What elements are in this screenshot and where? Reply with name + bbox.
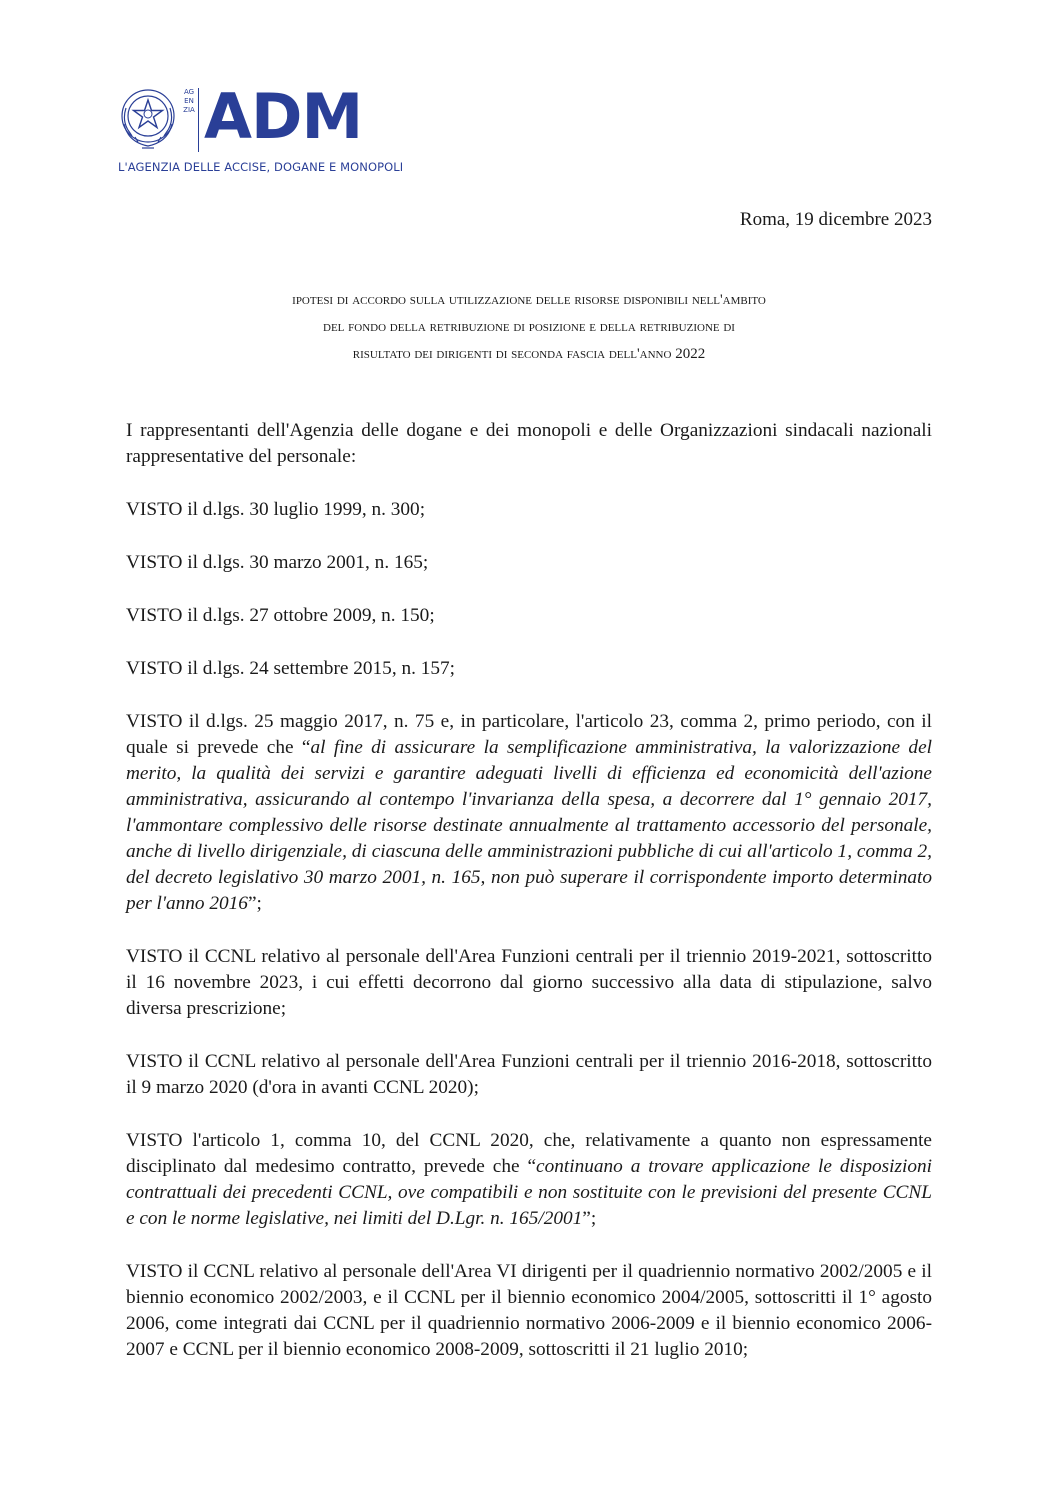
- paragraph-visto-8: [126, 1128, 932, 1232]
- paragraph-visto-1: VISTO il d.lgs. 30 luglio 1999, n. 300;: [126, 499, 426, 520]
- paragraph-visto-5-end: ”;: [247, 893, 262, 914]
- paragraph-visto-6: VISTO il CCNL relativo al personale dell'Area Funzioni centrali per il triennio 2019-2021, sottoscritto il 16 novembre 2023, i cui effetti decorrono dal giorno successivo alla data di stipulazione, salvo diversa prescrizione;: [126, 946, 932, 1019]
- paragraph-visto-8-quote: continuano a trovare applicazione le disposizioni contrattuali dei precedenti CCNL, ove compatibili e non sostituite con le previsioni del presente CCNL e con le norme legislative, nei limiti del D.Lgr. n. 165/2001: [126, 1156, 932, 1229]
- logo-wordmark: ADM: [204, 80, 363, 153]
- document-date: Roma, 19 dicembre 2023: [739, 209, 932, 230]
- paragraph-visto-8-end: ”;: [582, 1208, 597, 1229]
- paragraph-visto-5: [126, 709, 932, 917]
- title-line-3: risultato dei dirigenti di seconda fascia dell'anno 2022: [352, 346, 706, 362]
- paragraph-visto-8-lead: VISTO l'articolo 1, comma 10, del CCNL 2020, che, relativamente a quanto non espressamente disciplinato dal medesimo contratto, prevede che “: [126, 1130, 932, 1177]
- paragraph-intro: I rappresentanti dell'Agenzia delle dogane e dei monopoli e delle Organizzazioni sindacali nazionali rappresentative del personale:: [126, 420, 932, 467]
- paragraph-visto-3: VISTO il d.lgs. 27 ottobre 2009, n. 150;: [126, 605, 435, 626]
- adm-logo: [118, 80, 404, 181]
- paragraph-visto-2: VISTO il d.lgs. 30 marzo 2001, n. 165;: [126, 552, 429, 573]
- emblem-icon: [118, 86, 178, 154]
- document-body: [126, 418, 932, 1390]
- paragraph-visto-7: VISTO il CCNL relativo al personale dell'Area Funzioni centrali per il triennio 2016-2018, sottoscritto il 9 marzo 2020 (d'ora in avanti CCNL 2020);: [126, 1051, 932, 1098]
- paragraph-visto-5-quote: al fine di assicurare la semplificazione amministrativa, la valorizzazione del merito, la qualità dei servizi e garantire adeguati livelli di efficienza ed economicità dell'azione amministrativa, assicurando al contempo l'invarianza della spesa, a decorrere dal 1° gennaio 2017, l'ammontare complessivo delle risorse destinate annualmente al trattamento accessorio del personale, anche di livello dirigenziale, di ciascuna delle amministrazioni pubbliche di cui all'articolo 1, comma 2, del decreto legislativo 30 marzo 2001, n. 165, non può superare il corrispondente importo determinato per l'anno 2016: [126, 737, 932, 914]
- paragraph-visto-9: VISTO il CCNL relativo al personale dell'Area VI dirigenti per il quadriennio normativo 2002/2005 e il biennio economico 2002/2003, e il CCNL per il biennio economico 2004/2005, sottoscritti il 1° agosto 2006, come integrati dai CCNL per il quadriennio normativo 2006-2009 e il biennio economico 2006-2007 e CCNL per il biennio economico 2008-2009, sottoscritti il 21 luglio 2010;: [126, 1261, 932, 1360]
- logo-vertical-text: AGENZIA: [183, 88, 195, 114]
- logo-divider: [198, 88, 199, 152]
- paragraph-visto-4: VISTO il d.lgs. 24 settembre 2015, n. 157;: [126, 658, 456, 679]
- document-title: [126, 287, 932, 368]
- logo-tagline: L'AGENZIA DELLE ACCISE, DOGANE E MONOPOLI: [118, 160, 404, 174]
- paragraph-visto-5-lead: VISTO il d.lgs. 25 maggio 2017, n. 75 e, in particolare, l'articolo 23, comma 2, primo periodo, con il quale si prevede che “: [126, 711, 932, 758]
- title-line-1: ipotesi di accordo sulla utilizzazione delle risorse disponibili nell'ambito: [292, 292, 766, 308]
- title-line-2: del fondo della retribuzione di posizione e della retribuzione di: [323, 319, 735, 335]
